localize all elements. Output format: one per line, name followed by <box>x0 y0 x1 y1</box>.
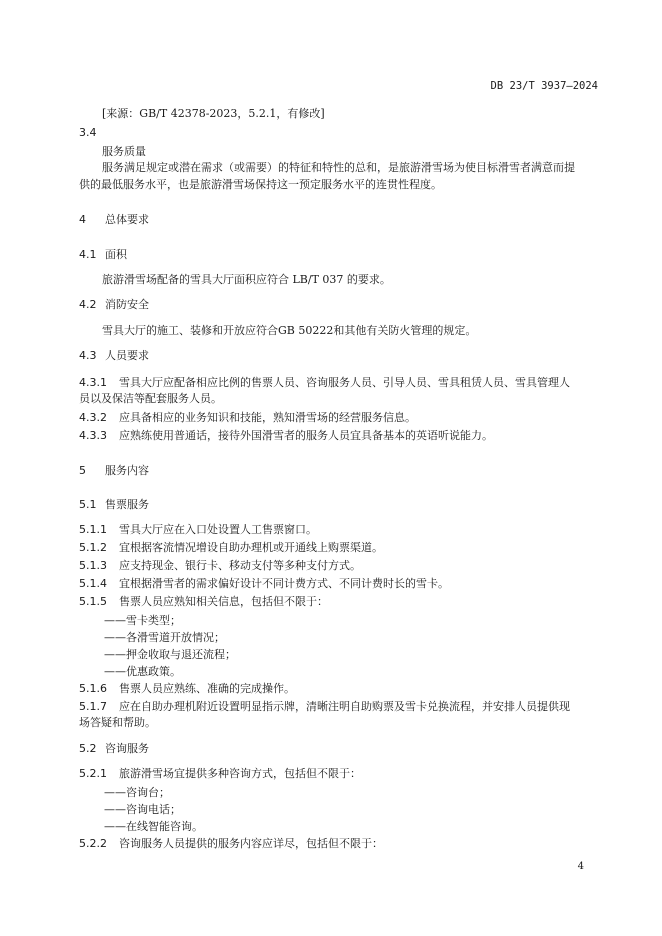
section-5-2-heading <box>79 741 149 757</box>
section-4-3-number: 4.3 <box>79 349 97 362</box>
list-item: ——咨询台； <box>104 786 170 799</box>
clause-5-1-7 <box>79 699 570 715</box>
clause-5-1-3-number: 5.1.3 <box>79 559 107 572</box>
clause-5-1-1-text: 雪具大厅应在入口处设置人工售票窗口。 <box>119 523 317 536</box>
page-number: 4 <box>577 861 584 872</box>
clause-5-2-1-text: 旅游滑雪场宜提供多种咨询方式，包括但不限于： <box>119 767 361 780</box>
section-4-2-heading <box>79 297 149 313</box>
clause-5-1-3 <box>79 558 361 574</box>
clause-4-3-2-number: 4.3.2 <box>79 411 107 424</box>
section-4-2-number: 4.2 <box>79 298 97 311</box>
section-4-1-number: 4.1 <box>79 248 97 261</box>
clause-5-1-5-text: 售票人员应熟知相关信息，包括但不限于： <box>119 595 328 608</box>
clause-4-3-1-line1: 雪具大厅应配备相应比例的售票人员、咨询服务人员、引导人员、雪具租赁人员、雪具管理人 <box>119 376 570 389</box>
section-4-number: 4 <box>79 213 86 226</box>
clause-5-1-7-line1: 应在自助办理机附近设置明显指示牌，清晰注明自助购票及雪卡兑换流程，并安排人员提供现 <box>119 700 570 713</box>
section-4-3-title: 人员要求 <box>105 349 149 362</box>
section-5-number: 5 <box>79 464 86 477</box>
clause-4-3-1-number: 4.3.1 <box>79 376 107 389</box>
list-item: ——在线智能咨询。 <box>104 820 203 833</box>
section-4-2-title: 消防安全 <box>105 298 149 311</box>
section-5-2-title: 咨询服务 <box>105 742 149 755</box>
section-3-4-line1: 服务满足规定或潜在需求（或需要）的特征和特性的总和，是旅游滑雪场为使目标滑雪者满意而提 <box>102 161 575 174</box>
clause-5-1-6 <box>79 681 295 697</box>
clause-4-3-2 <box>79 410 416 426</box>
clause-5-2-1 <box>79 766 361 782</box>
clause-4-3-3 <box>79 428 493 444</box>
clause-5-2-2-number: 5.2.2 <box>79 837 107 850</box>
clause-5-1-3-text: 应支持现金、银行卡、移动支付等多种支付方式。 <box>119 559 361 572</box>
clause-5-2-2-text: 咨询服务人员提供的服务内容应详尽，包括但不限于： <box>119 837 383 850</box>
list-item: ——押金收取与退还流程； <box>104 648 236 661</box>
clause-5-2-2 <box>79 836 383 852</box>
clause-5-2-1-number: 5.2.1 <box>79 767 107 780</box>
section-5-1-heading <box>79 497 149 513</box>
clause-5-1-2 <box>79 540 383 556</box>
clause-5-1-4-text: 宜根据滑雪者的需求偏好设计不同计费方式、不同计费时长的雪卡。 <box>119 577 449 590</box>
section-4-1-text: 旅游滑雪场配备的雪具大厅面积应符合 LB/T 037 的要求。 <box>102 273 391 286</box>
clause-5-1-6-text: 售票人员应熟练、准确的完成操作。 <box>119 682 295 695</box>
clause-5-1-1-number: 5.1.1 <box>79 523 107 536</box>
section-4-1-heading <box>79 247 127 263</box>
clause-5-1-2-number: 5.1.2 <box>79 541 107 554</box>
clause-5-1-1 <box>79 522 317 538</box>
section-4-3-heading <box>79 348 149 364</box>
section-5-heading <box>79 463 149 479</box>
clause-5-1-2-text: 宜根据客流情况增设自助办理机或开通线上购票渠道。 <box>119 541 383 554</box>
clause-4-3-2-text: 应具备相应的业务知识和技能，熟知滑雪场的经营服务信息。 <box>119 411 416 424</box>
clause-4-3-3-number: 4.3.3 <box>79 429 107 442</box>
clause-5-1-7-line2: 场答疑和帮助。 <box>79 716 156 729</box>
clause-5-1-4 <box>79 576 449 592</box>
section-3-4-title: 服务质量 <box>102 145 146 158</box>
clause-5-1-7-number: 5.1.7 <box>79 700 107 713</box>
section-5-1-title: 售票服务 <box>105 498 149 511</box>
clause-5-1-6-number: 5.1.6 <box>79 682 107 695</box>
section-5-1-number: 5.1 <box>79 498 97 511</box>
clause-5-1-4-number: 5.1.4 <box>79 577 107 590</box>
section-4-title: 总体要求 <box>105 213 149 226</box>
source-note: [来源：GB/T 42378-2023，5.2.1，有修改] <box>102 107 325 120</box>
list-item: ——咨询电话； <box>104 803 181 816</box>
list-item: ——各滑雪道开放情况； <box>104 631 225 644</box>
clause-4-3-1 <box>79 375 570 391</box>
section-5-title: 服务内容 <box>105 464 149 477</box>
list-item: ——雪卡类型； <box>104 614 181 627</box>
section-4-2-text: 雪具大厅的施工、装修和开放应符合GB 50222和其他有关防火管理的规定。 <box>102 324 477 337</box>
section-3-4-line2: 供的最低服务水平，也是旅游滑雪场保持这一预定服务水平的连贯性程度。 <box>79 178 442 191</box>
clause-5-1-5-number: 5.1.5 <box>79 595 107 608</box>
clause-5-1-5 <box>79 594 328 610</box>
section-5-2-number: 5.2 <box>79 742 97 755</box>
section-4-heading <box>79 212 149 228</box>
clause-4-3-3-text: 应熟练使用普通话，接待外国滑雪者的服务人员宜具备基本的英语听说能力。 <box>119 429 493 442</box>
list-item: ——优惠政策。 <box>104 665 181 678</box>
document-id: DB 23/T 3937—2024 <box>490 80 598 92</box>
section-4-1-title: 面积 <box>105 248 127 261</box>
clause-4-3-1-line2: 员以及保洁等配套服务人员。 <box>79 392 222 405</box>
section-3-4-number: 3.4 <box>79 126 97 139</box>
